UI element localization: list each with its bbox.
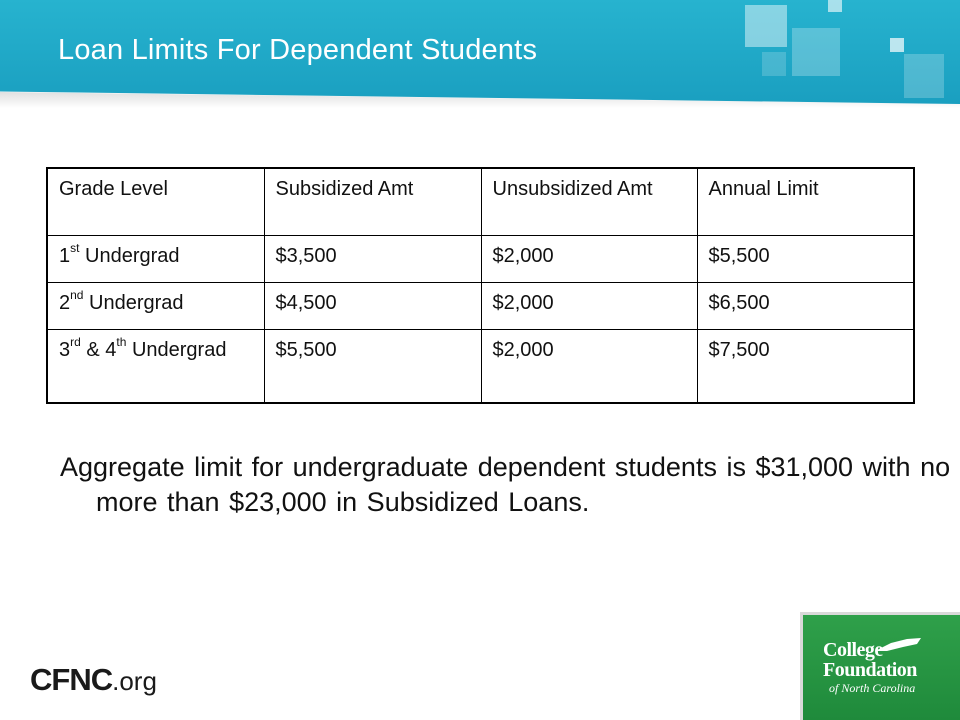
decorative-square (890, 38, 904, 52)
subsidized-cell: $3,500 (264, 236, 481, 283)
decorative-square (762, 52, 786, 76)
grade-level-cell: 1st Undergrad (47, 236, 264, 283)
decorative-square (904, 54, 944, 98)
table-row (47, 283, 914, 330)
cfnc-logo-suffix: .org (112, 666, 157, 696)
grade-level-cell: 2nd Undergrad (47, 283, 264, 330)
column-header: Unsubsidized Amt (481, 168, 697, 236)
cfnc-logo-text: CFNC (30, 662, 113, 697)
cfnc-logo[interactable] (30, 662, 157, 698)
logo-line-foundation: Foundation (823, 659, 917, 681)
decorative-square (745, 5, 787, 47)
column-header: Subsidized Amt (264, 168, 481, 236)
unsubsidized-cell: $2,000 (481, 236, 697, 283)
aggregate-limit-note: Aggregate limit for undergraduate dependent students is $31,000 with no more than $23,000 in Subsidized Loans. (60, 452, 951, 517)
unsubsidized-cell: $2,000 (481, 330, 697, 404)
unsubsidized-cell: $2,000 (481, 283, 697, 330)
grade-level-cell: 3rd & 4th Undergrad (47, 330, 264, 404)
column-header: Annual Limit (697, 168, 914, 236)
table-row (47, 330, 914, 404)
table-header-row (47, 168, 914, 236)
college-foundation-logo (800, 612, 960, 720)
annual-limit-cell: $7,500 (697, 330, 914, 404)
decorative-square (792, 28, 840, 76)
decorative-square (828, 0, 842, 12)
loan-limits-table (46, 167, 915, 404)
subsidized-cell: $4,500 (264, 283, 481, 330)
logo-line-college: College (823, 639, 883, 661)
table-row (47, 236, 914, 283)
logo-line-nc: of North Carolina (829, 681, 916, 695)
column-header: Grade Level (47, 168, 264, 236)
slide-title: Loan Limits For Dependent Students (58, 34, 538, 66)
subsidized-cell: $5,500 (264, 330, 481, 404)
annual-limit-cell: $5,500 (697, 236, 914, 283)
annual-limit-cell: $6,500 (697, 283, 914, 330)
